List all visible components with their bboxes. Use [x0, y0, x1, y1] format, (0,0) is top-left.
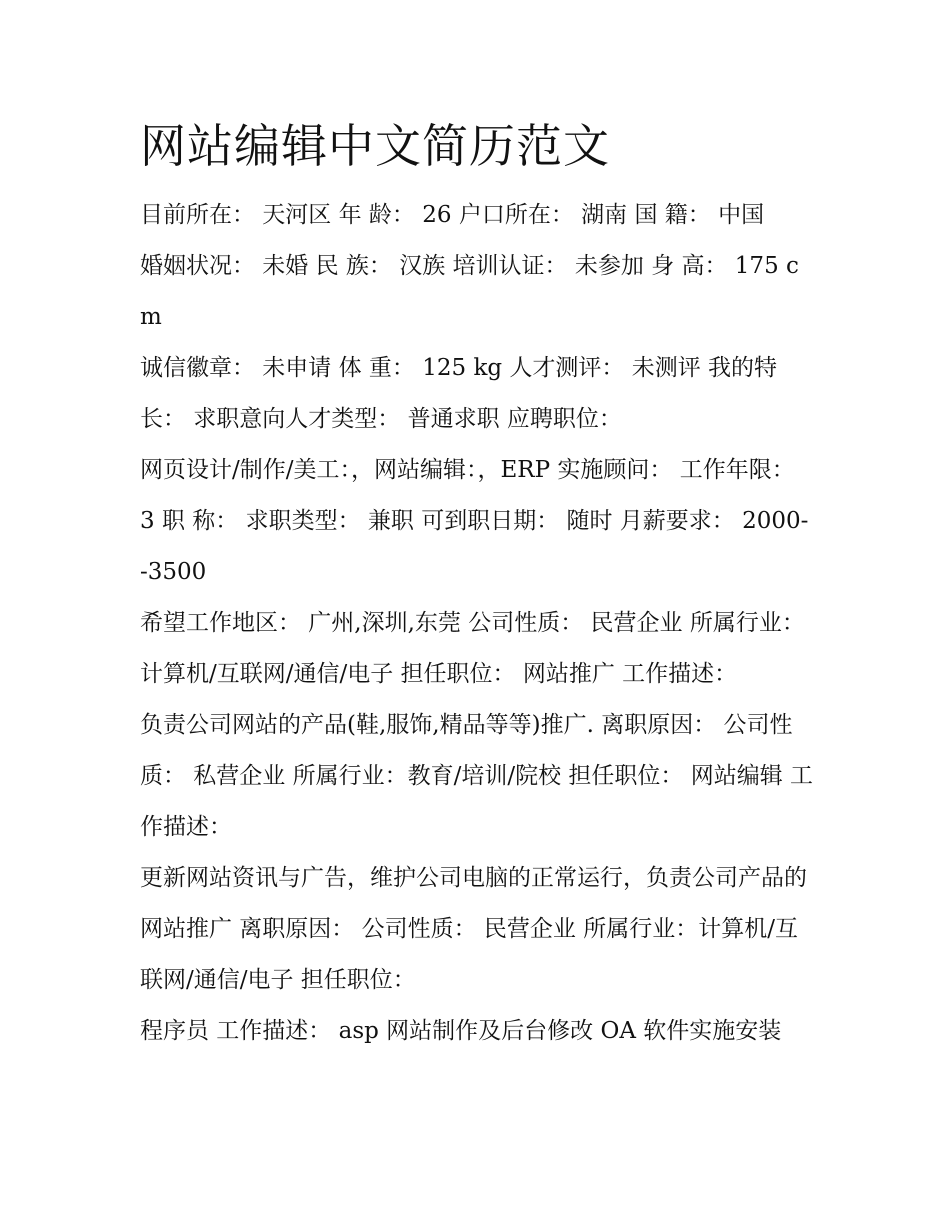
paragraph-experience-1: 负责公司网站的产品(鞋,服饰,精品等等)推广. 离职原因： 公司性质： 私营企业 所属行业：教育/培训/院校 担任职位： 网站编辑 工作描述： [140, 712, 814, 840]
document-page [140, 112, 816, 1057]
paragraph-personal-info: 目前所在： 天河区 年 龄： 26 户口所在： 湖南 国 籍： 中国 [140, 202, 765, 228]
paragraph-experience-2: 更新网站资讯与广告，维护公司电脑的正常运行，负责公司产品的网站推广 离职原因： 公司性质： 民营企业 所属行业：计算机/互联网/通信/电子 担任职位： [140, 865, 807, 993]
document-title: 网站编辑中文简历范文 [140, 119, 610, 173]
paragraph-marital-status: 婚姻状况： 未婚 民 族： 汉族 培训认证： 未参加 身 高： 175 cm [140, 253, 799, 330]
paragraph-experience-3: 程序员 工作描述： asp 网站制作及后台修改 OA 软件实施安装 [140, 1018, 782, 1044]
paragraph-job-intent: 网页设计/制作/美工：，网站编辑：，ERP 实施顾问： 工作年限： 3 职 称： 求职类型： 兼职 可到职日期： 随时 月薪要求： 2000--3500 [140, 457, 809, 585]
paragraph-credit-badge: 诚信徽章： 未申请 体 重： 125 kg 人才测评： 未测评 我的特长： 求职意向人才类型： 普通求职 应聘职位： [140, 355, 778, 432]
paragraph-work-area: 希望工作地区： 广州,深圳,东莞 公司性质： 民营企业 所属行业：计算机/互联网/通信/电子 担任职位： 网站推广 工作描述： [140, 610, 805, 687]
